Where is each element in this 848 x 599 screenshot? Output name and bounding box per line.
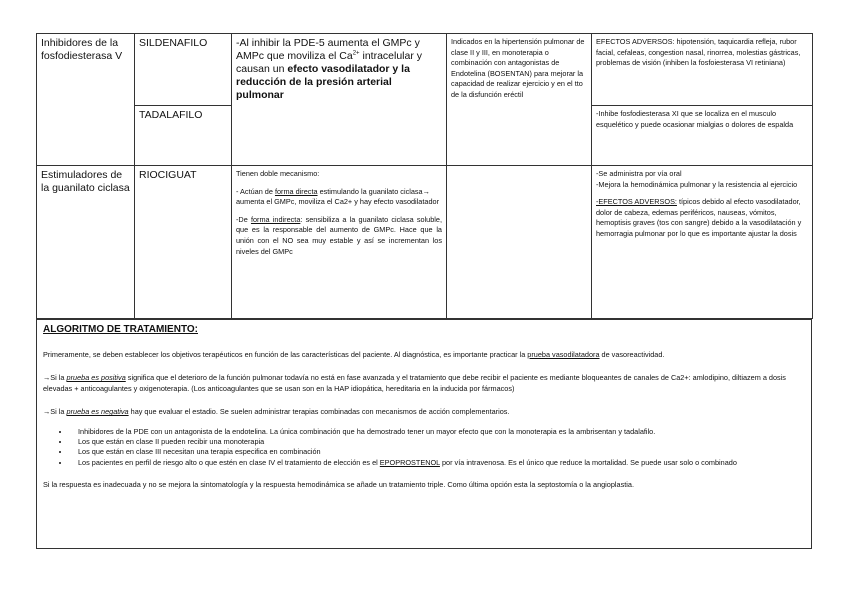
table-row [37, 166, 813, 319]
drug-group-sgc: Estimuladores de la guanilato ciclasa [37, 166, 135, 319]
superscript-charge: 2+ [352, 50, 360, 57]
adverse-effects-sgc: -EFECTOS ADVERSOS: típicos debido al efecto vasodilatador, dolor de cabeza, edemas periféricos, nauseas, vómitos, hemoptisis graves (tos con sangre) debido a la vasodilatación y hemorragia pulmonar por lo que es importante ajustar la dosis [596, 197, 802, 238]
mechanism-intro: Tienen doble mecanismo: [236, 169, 320, 178]
drug-name-riociguat: RIOCIGUAT [135, 166, 232, 319]
adverse-effects-pde5: EFECTOS ADVERSOS: hipotensión, taquicardia refleja, rubor facial, cefaleas, congestion nasal, rinorrea, molestias gástricas, problemas de visión (inhiben la fosfoiesterasa VI retiniana) [592, 34, 813, 106]
adverse-effects-pde11: -Inhibe fosfodiesterasa XI que se localiza en el musculo esquelético y puede ocasionar mialgias o dolores de espalda [592, 106, 813, 166]
algorithm-intro: Primeramente, se deben establecer los objetivos terapéuticos en función de las características del paciente. Al diagnóstica, es importante practicar la prueba vasodilatadora de vasoreactividad. [43, 350, 665, 359]
treatment-list [43, 427, 805, 469]
indication-pde5: Indicados en la hipertensión pulmonar de clase II y III, en monoterapia o combinación con antagonistas de Endotelina (BOSENTAN) para mejorar la capacidad de realizar ejercicio y en el tto de la disfunción eréctil [447, 34, 592, 166]
admin-note: -Se administra por vía oral [596, 169, 682, 178]
algorithm-final: Si la respuesta es inadecuada y no se mejora la sintomatología y la respuesta hemodinámica se añade un tratamiento triple. Como última opción esta la septostomía o la angioplastia. [43, 480, 634, 490]
list-item: • Los que están en clase II pueden recibir una monoterapia [70, 437, 805, 447]
negative-test-paragraph: →Si la prueba es negativa hay que evaluar el estadio. Se suelen administrar terapias combinadas con mecanismos de acción complementarios. [43, 407, 510, 417]
drug-name-tadalafilo: TADALAFILO [135, 106, 232, 166]
mechanism-pde5 [232, 34, 447, 166]
drug-table [36, 33, 813, 319]
algorithm-title: ALGORITMO DE TRATAMIENTO: [43, 324, 198, 335]
mechanism-bold-text: efecto vasodilatador y la reducción de la presión arterial pulmonar [236, 63, 410, 101]
drug-group-pde5: Inhibidores de la fosfodiesterasa V [37, 34, 135, 166]
table-row [37, 34, 813, 106]
list-item: • Los pacientes en perfil de riesgo alto o que estén en clase IV el tratamiento de elección es el EPOPROSTENOL por vía intravenosa. Es el único que reduce la mortalidad. Se puede usar solo o combinado [70, 458, 805, 468]
mechanism-direct: - Actúan de forma directa estimulando la guanilato ciclasa→ aumenta el GMPc, moviliza el Ca2+ y hay efecto vasodilatador [236, 186, 439, 207]
list-item: • Los que están en clase III necesitan una terapia especifica en combinación [70, 447, 805, 457]
mechanism-indirect: -De forma indirecta: sensibiliza a la guanilato ciclasa soluble, que es la responsable del aumento de GMPc. Hace que la unión con el NO sea muy estable y así se incrementan los niveles del GMPc [236, 214, 442, 256]
mechanism-text: -Al inhibir la PDE-5 aumenta el GMPc y AMPc que moviliza el Ca [236, 37, 420, 62]
list-item: • Inhibidores de la PDE con un antagonista de la endotelina. La única combinación que ha demostrado tener un mayor efecto que con la monoterapia es la ambrisentan y tadalafilo. [70, 427, 805, 437]
mechanism-sgc [232, 166, 447, 319]
hemodynamic-note: -Mejora la hemodinámica pulmonar y la resistencia al ejercicio [596, 179, 798, 189]
mechanism-text-cont: intracelular y causan un [236, 50, 423, 75]
effects-sgc [592, 166, 813, 319]
positive-test-paragraph: →Si la prueba es positiva significa que el deterioro de la función pulmonar todavía no está en fase avanzada y el tratamiento que debe recibir el paciente es mediante bloqueantes de canales de Ca2+: amlodipino, diltiazem a dosis elevadas + anticoagulantes y oxigenoterapia. (Los anticoagulantes que se usan son en la HAP idiopática, hereditaria en la inducida por fármacos) [43, 373, 786, 393]
algorithm-section [36, 319, 812, 549]
indication-sgc [447, 166, 592, 319]
drug-name-sildenafilo: SILDENAFILO [135, 34, 232, 106]
